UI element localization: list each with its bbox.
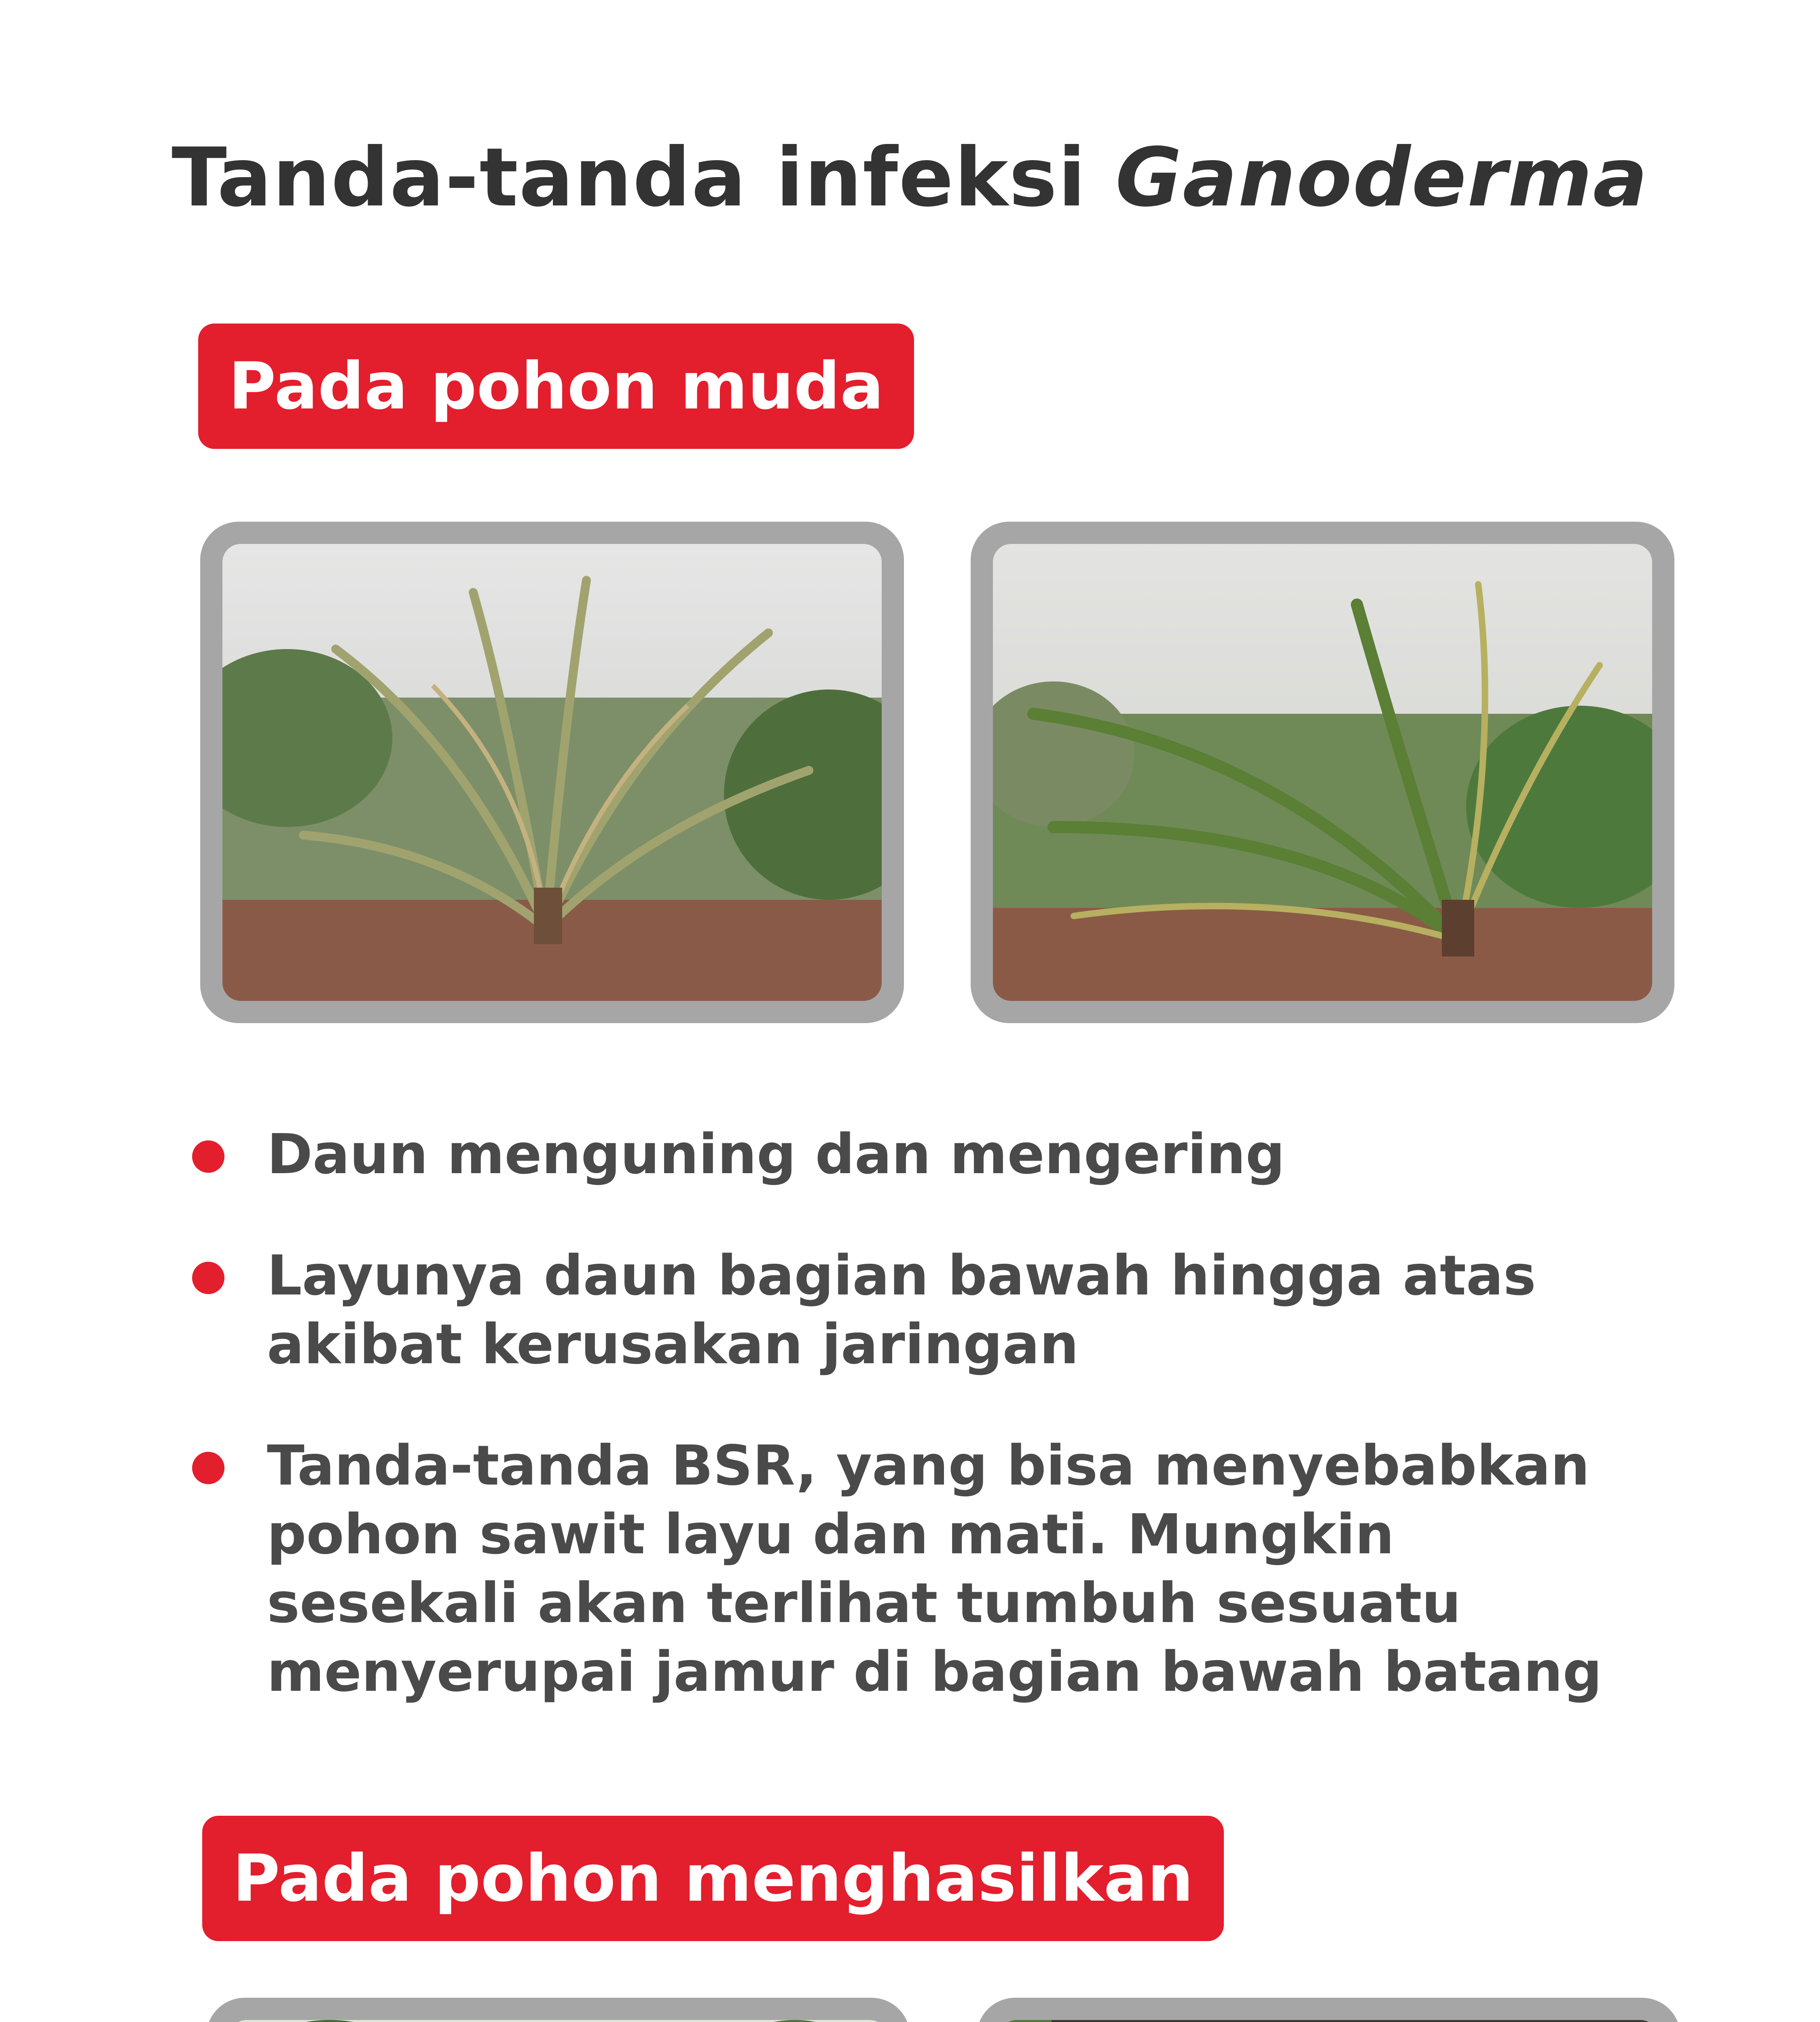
list-item-text: Tanda-tanda BSR, yang bisa menyebabkan pohon sawit layu dan mati. Mungkin sesekali akan terlihat tumbuh sesuatu menyerupai jamur di bagian bawah batang — [267, 1434, 1602, 1704]
bullet-dot-icon — [192, 1140, 224, 1173]
list-item — [192, 1432, 1608, 1707]
young-palm-photo — [200, 522, 904, 1023]
wilting-palm-photo — [971, 522, 1674, 1023]
list-item — [192, 1120, 1608, 1189]
page-title-italic: Ganoderma — [1115, 131, 1649, 225]
fungus-trunk-image — [999, 2020, 1658, 2022]
page-title — [0, 131, 1820, 225]
section-heading-producing-trees: Pada pohon menghasilkan — [202, 1816, 1224, 1941]
wilting-palm-image — [993, 544, 1652, 1001]
list-item — [192, 1242, 1608, 1379]
mature-palm-photo — [206, 1998, 910, 2022]
young-trees-symptom-list — [192, 1120, 1608, 1707]
bullet-dot-icon — [192, 1262, 224, 1294]
fungus-trunk-photo — [977, 1998, 1680, 2022]
section-heading-young-trees: Pada pohon muda — [198, 324, 914, 449]
list-item-text: Daun menguning dan mengering — [267, 1123, 1285, 1187]
young-palm-image — [222, 544, 882, 1001]
page-title-text: Tanda-tanda infeksi — [171, 131, 1087, 225]
list-item-text: Layunya daun bagian bawah hingga atas akibat kerusakan jaringan — [267, 1244, 1536, 1377]
mature-palm-image — [229, 2020, 888, 2022]
bullet-dot-icon — [192, 1452, 224, 1484]
